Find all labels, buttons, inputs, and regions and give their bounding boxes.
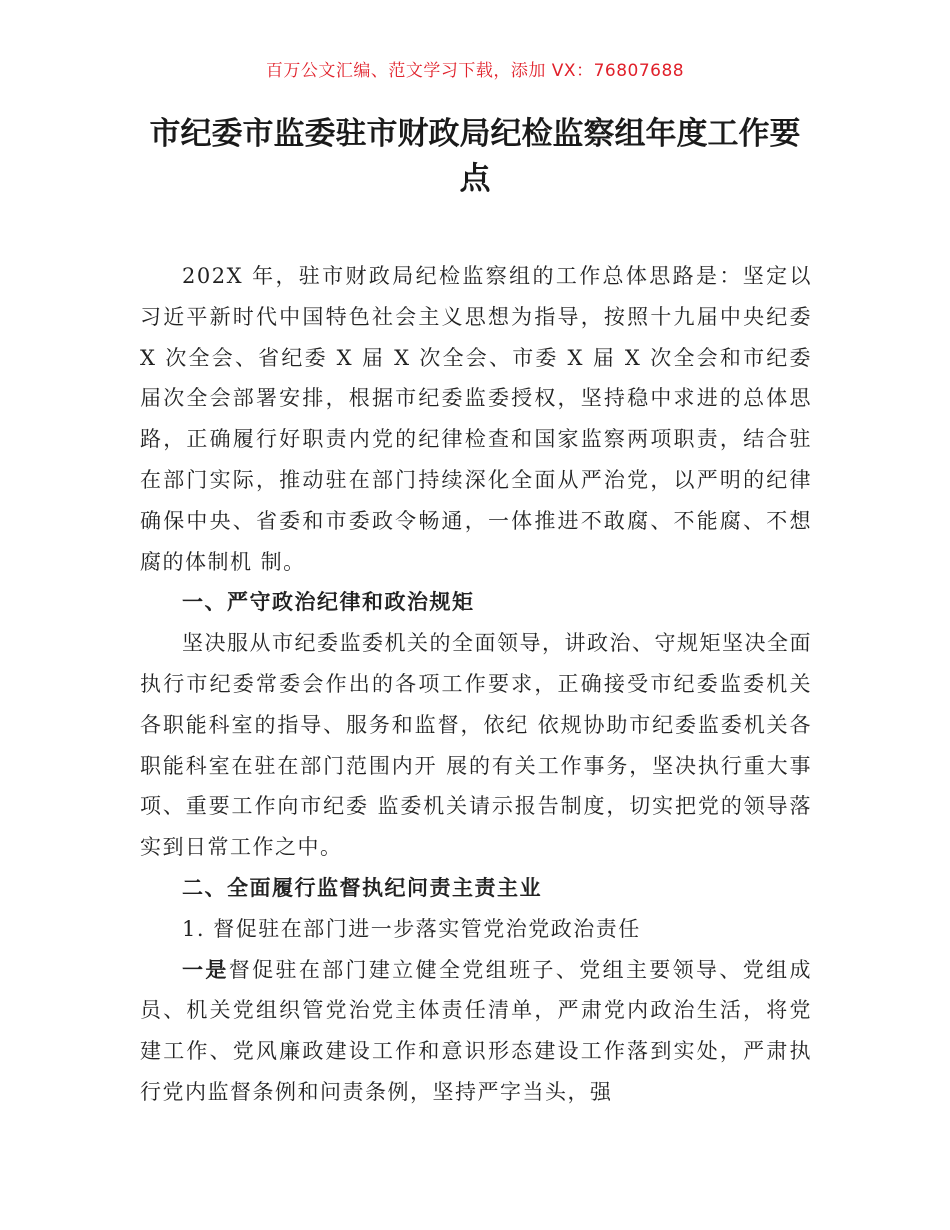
watermark-banner: 百万公文汇编、范文学习下载，添加 VX：76807688 <box>265 61 685 81</box>
section-2-paragraph <box>140 950 812 1113</box>
document-title: 市纪委市监委驻市财政局纪检监察组年度工作要点 <box>149 116 801 197</box>
section-1-heading: 一、严守政治纪律和政治规矩 <box>182 590 475 615</box>
lead-marker: 一是 <box>182 957 229 982</box>
intro-paragraph: 202X 年，驻市财政局纪检监察组的工作总体思路是：坚定以习近平新时代中国特色社会主义思想为指导，按照十九届中央纪委 X 次全会、省纪委 X 届 X 次全会、市委 X 届 X 次全会和市纪委届次全会部署安排，根据市纪委监委授权，坚持稳中求进的总体思路，正确履行好职责内党的纪律检查和国家监察两项职责，结合驻在部门实际，推动驻在部门持续深化全面从严治党，以严明的纪律确保中央、省委和市委政令畅通，一体推进不敢腐、不能腐、不想腐的体制机 制。 <box>140 264 812 574</box>
section-2-heading: 二、全面履行监督执纪问责主责主业 <box>182 875 542 900</box>
section-1-paragraph: 坚决服从市纪委监委机关的全面领导，讲政治、守规矩坚决全面执行市纪委常委会作出的各项工作要求，正确接受市纪委监委机关各职能科室的指导、服务和监督，依纪 依规协助市纪委监委机关各职能科室在驻在部门范围内开 展的有关工作事务，坚决执行重大事项、重要工作向市纪委 监委机关请示报告制度，切实把党的领导落实到日常工作之中。 <box>140 631 812 860</box>
document-body <box>140 256 812 1113</box>
section-2-paragraph-text: 督促驻在部门建立健全党组班子、党组主要领导、党组成员、机关党组织管党治党主体责任清单，严肃党内政治生活，将党建工作、党风廉政建设工作和意识形态建设工作落到实处，严肃执行党内监督条例和问责条例，坚持严字当头，强 <box>140 957 813 1104</box>
section-2-subheading: 1. 督促驻在部门进一步落实管党治党政治责任 <box>182 916 641 941</box>
